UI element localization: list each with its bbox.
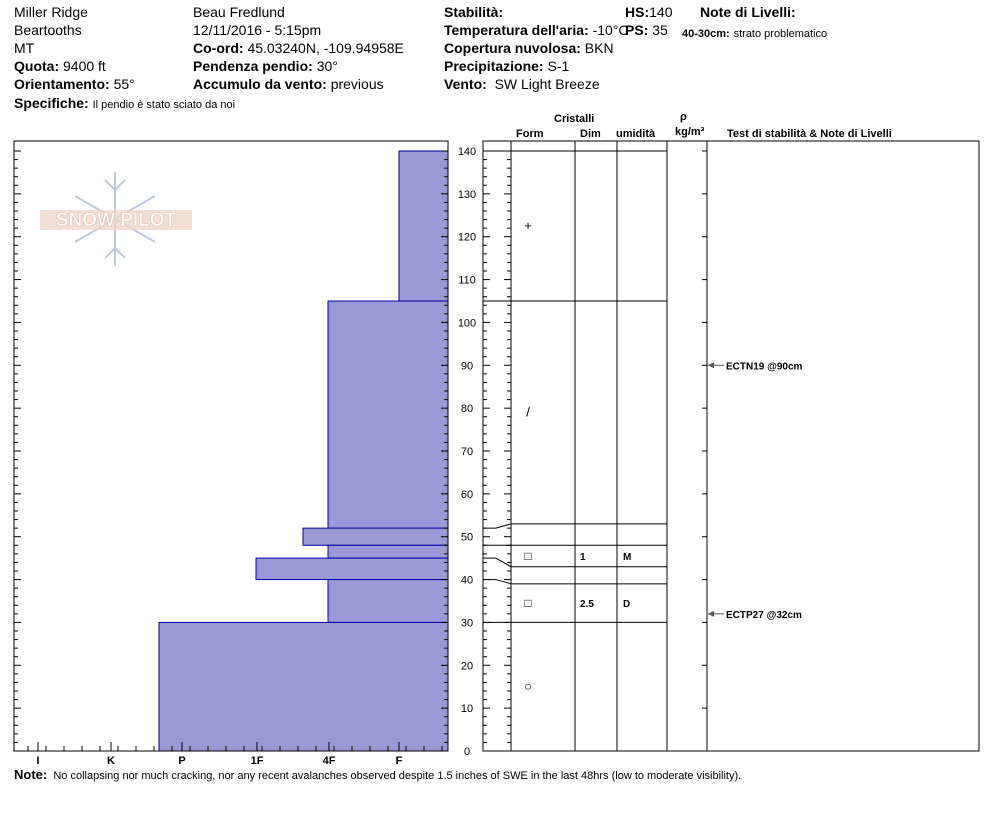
y-tick-label-110: 110 <box>458 274 476 287</box>
air-temp-value: -10°C <box>592 22 629 38</box>
range: Beartooths <box>14 22 82 38</box>
y-tick-label-140: 140 <box>457 146 477 159</box>
col-dim: Dim <box>580 128 601 140</box>
layer-connectors <box>483 151 511 622</box>
cell-dim-1: 2.5 <box>580 599 594 611</box>
x-tick-label-1F: 1F <box>250 755 264 767</box>
wind-acc-value: previous <box>330 76 384 92</box>
orient-value: 55° <box>113 76 135 92</box>
datetime: 12/11/2016 - 5:15pm <box>193 22 322 38</box>
y-tick-label-70: 70 <box>460 446 474 459</box>
cell-form-1: □ <box>524 596 532 611</box>
cloud-value: BKN <box>584 40 614 56</box>
stability-label: Stabilità: <box>444 4 504 20</box>
col-humidity: umidità <box>616 128 656 140</box>
y-tick-label-130: 130 <box>457 188 477 201</box>
col-form: Form <box>516 128 544 140</box>
note-label: Note: <box>14 767 48 782</box>
x-tick-label-I: I <box>36 755 40 767</box>
hardness-bar-1 <box>328 301 448 528</box>
connector-45 <box>483 558 511 567</box>
y-tick-label-50: 50 <box>460 531 474 544</box>
form-symbol-0: + <box>524 218 532 234</box>
cell-form-0: □ <box>524 549 532 564</box>
spec-value: Il pendio è stato sciato da noi <box>92 99 236 111</box>
stability-test-label-0: ECTN19 @90cm <box>726 361 803 373</box>
layer-note-key: 40-30cm: <box>682 28 730 40</box>
col-crystals: Cristalli <box>554 113 595 125</box>
footer-note <box>14 767 741 784</box>
air-temp-label: Temperatura dell'aria: <box>444 22 589 38</box>
form-symbol-2: ○ <box>524 678 532 694</box>
slope-value: 30° <box>316 58 338 74</box>
spec-label: Specifiche: <box>14 95 89 111</box>
ps-label: PS: <box>625 22 649 38</box>
form-symbol-1: / <box>526 404 530 420</box>
state: MT <box>14 40 35 56</box>
y-tick-label-100: 100 <box>457 317 477 330</box>
col-stability: Test di stabilità & Note di Livelli <box>727 128 892 140</box>
observer: Beau Fredlund <box>193 4 285 20</box>
col-density-unit: kg/m³ <box>675 126 705 138</box>
x-tick-label-P: P <box>178 755 186 767</box>
layer-notes-label: Note di Livelli: <box>700 4 796 20</box>
stability-tests <box>708 361 803 621</box>
hardness-bar-2 <box>303 528 448 545</box>
cloud-label: Copertura nuvolosa: <box>444 40 581 56</box>
x-tick-label-K: K <box>107 755 115 767</box>
test-arrow-head-1 <box>708 611 714 617</box>
y-tick-label-30: 30 <box>460 617 474 630</box>
cell-wet-1: D <box>623 599 631 611</box>
y-tick-label-90: 90 <box>460 360 474 373</box>
hardness-bar-3 <box>328 545 448 558</box>
hardness-bar-0 <box>399 151 448 301</box>
cell-dim-0: 1 <box>580 552 586 564</box>
layer-boundaries <box>511 151 667 622</box>
cell-wet-0: M <box>623 552 632 564</box>
location: Miller Ridge <box>14 4 88 20</box>
hs-label: HS: <box>625 4 650 20</box>
precip-label: Precipitazione: <box>444 58 544 74</box>
y-tick-label-10: 10 <box>460 703 474 716</box>
hardness-bar-6 <box>159 622 448 751</box>
y-tick-label-80: 80 <box>460 403 474 416</box>
layer-note-text: strato problematico <box>733 28 828 40</box>
note-text: No collapsing nor much cracking, nor any recent avalanches observed despite 1.5 inches of SWE in the last 48hrs (low to moderate visibility). <box>53 770 742 782</box>
hardness-layers <box>159 151 448 751</box>
wind-value: SW Light Breeze <box>494 76 600 92</box>
x-tick-label-F: F <box>395 755 403 767</box>
y-tick-label-120: 120 <box>457 231 477 244</box>
hardness-bar-5 <box>328 580 448 623</box>
test-arrow-head-0 <box>708 362 714 368</box>
wind-acc-label: Accumulo da vento: <box>193 76 327 92</box>
quota-value: 9400 ft <box>63 58 106 74</box>
x-tick-label-4F: 4F <box>322 755 336 767</box>
orient-label: Orientamento: <box>14 76 110 92</box>
quota-label: Quota: <box>14 58 60 74</box>
coord-value: 45.03240N, -109.94958E <box>247 40 404 56</box>
stability-test-label-1: ECTP27 @32cm <box>726 609 802 621</box>
precip-value: S-1 <box>547 58 570 74</box>
hs-value: 140 <box>649 4 673 20</box>
connector-40 <box>483 580 511 584</box>
hardness-bar-4 <box>256 558 448 579</box>
y-tick-label-20: 20 <box>460 660 474 673</box>
slope-label: Pendenza pendio: <box>193 58 313 74</box>
watermark <box>40 172 192 266</box>
ps-value: 35 <box>652 22 668 38</box>
coord-label: Co-ord: <box>193 40 244 56</box>
watermark-text: SNOW PILOT <box>55 210 177 231</box>
layer-table-frame <box>483 141 979 751</box>
y-tick-label-60: 60 <box>460 488 474 501</box>
col-rho: ρ <box>680 111 687 123</box>
y-tick-label-0: 0 <box>463 746 471 758</box>
wind-label: Vento: <box>444 76 487 92</box>
y-tick-label-40: 40 <box>460 574 474 587</box>
connector-52 <box>483 524 511 528</box>
